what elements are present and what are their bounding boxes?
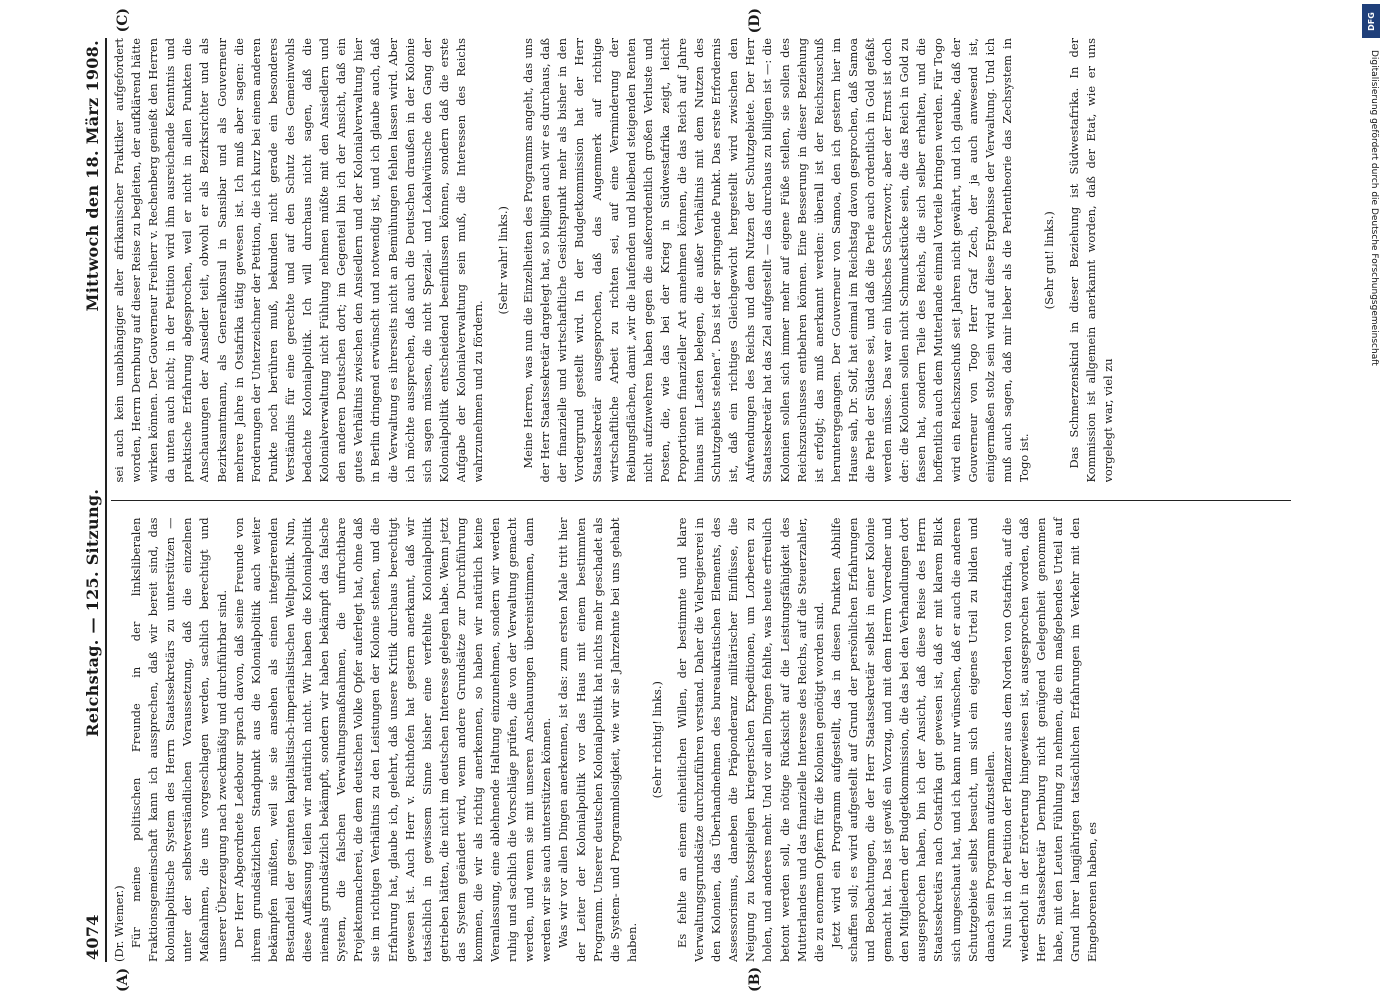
document-page [72, 8, 1312, 992]
interjection: (Sehr gut! links.) [1041, 211, 1056, 310]
paragraph: sei auch kein unabhängiger alter afrikanischer Praktiker aufgefordert worden, Herrn Dernburg auf dieser Reise zu begleiten, der aufklärend hätte wirken können. Der Gouverneur Freiherr v. Rechenberg genießt den Herren da unten auch nicht; in der Petition wird ihm ausreichende Kenntnis und praktische Erfahrung abgesprochen, weil er nicht in allen Punkten die Anschauungen der Ansiedler teilt, obwohl er als Bezirksrichter und als Bezirksamtmann, als Generalkonsul in Sansibar und als Gouverneur mehrere Jahre in Ostafrika tätig gewesen ist. Ich muß aber sagen: die Forderungen der Unterzeichner der Petition, die ich kurz bei einem anderen Punkte noch berühren muß, bekunden nicht gerade ein besonderes Verständnis für eine gerechte und auf den Schutz des Gemeinwohls bedachte Kolonialpolitik. Ich will durchaus nicht sagen, daß die Kolonialverwaltung nicht Fühlung nehmen müßte mit den Ansiedlern und den anderen Deutschen dort; im Gegenteil bin ich der Ansicht, daß ein gutes Verhältnis zwischen den Ansiedlern und der Kolonialverwaltung hier in Berlin dringend erwünscht und notwendig ist, und ich glaube auch, daß die Verwaltung es ihrerseits nicht an Bemühungen fehlen lassen wird. Aber ich möchte aussprechen, daß auch die Deutschen draußen in der Kolonie sich sagen müssen, die nicht Spezial- und Lokalwünsche den Gang der Kolonialpolitik entscheidend beeinflussen können, sondern daß die erste Aufgabe der Kolonialverwaltung sein muß, die Interessen des Reichs wahrzunehmen und zu fördern. [111, 38, 485, 483]
dfg-logo [1362, 4, 1380, 38]
paragraph: Für meine politischen Freunde in der linksliberalen Fraktionsgemeinschaft kann ich aussprechen, daß wir bereit sind, das kolonialpolitische System des Herrn Staatssekretärs zu unterstützen — unter der selbstverständlichen Voraussetzung, daß die einzelnen Maßnahmen, die uns vorgeschlagen werden, sachlich berechtigt und unserer Überzeugung nach zweckmäßig und durchführbar sind. [128, 517, 229, 962]
margin-marker-a: (A) [114, 967, 131, 992]
paragraph: Der Herr Abgeordnete Ledebour sprach davon, daß seine Freunde von ihrem grundsätzlichen Standpunkt aus die Kolonialpolitik auch weiter bekämpfen müßten, weil sie sie ansehen als einen integrierenden Bestandteil der gesamten kapitalistisch-imperialistischen Weltpolitik. Nun, diese Auffassung teilen wir natürlich nicht. Wir haben die Kolonialpolitik niemals grundsätzlich bekämpft, sondern wir haben bekämpft das falsche System, die falschen Verwaltungsmaßnahmen, die unfruchtbare Projektenmacherei, die dem deutschen Volke Opfer auferlegt hat, ohne daß sie im richtigen Verhältnis zu den Leistungen der Kolonie stehen, und die Erfahrung hat, glaube ich, gelehrt, daß unsere Kritik durchaus berechtigt gewesen ist. Auch Herr v. Richthofen hat gestern anerkannt, daß wir tatsächlich in gewissem Sinne bisher eine verfehlte Kolonialpolitik getrieben hätten, die nicht im deutschen Interesse gelegen habe. Wenn jetzt das System geändert wird, wenn andere Grundsätze zur Durchführung kommen, die wir als richtig anerkennen, so haben wir natürlich keine Veranlassung, eine ablehnende Haltung einzunehmen, sondern wir werden ruhig und sachlich die Vorschläge prüfen, die von der Verwaltung gemacht werden, und wenn sie mit unseren Anschauungen übereinstimmen, dann werden wir sie auch unterstützen können. [231, 517, 553, 962]
paragraph: Jetzt wird ein Programm aufgestellt, das in diesen Punkten Abhilfe schaffen soll; es wird aufgestellt auf Grund der persönlichen Erfahrungen und Beobachtungen, die der Herr Staatssekretär selbst in einer Kolonie gemacht hat. Das ist gewiß ein Vorzug, und mit dem Herrn Vorredner und den Mitgliedern der Budgetkommission, die das bei den Verhandlungen dort ausgesprochen haben, bin ich der Ansicht, daß diese Reise des Herrn Staatssekretärs nach Ostafrika gut gewesen ist, daß er mit klarem Blick sich umgeschaut hat, und ich kann nur wünschen, daß er auch die anderen Schutzgebiete selbst besucht, um sich ein eigenes Urteil zu bilden und danach sein Programm aufzustellen. [828, 517, 997, 962]
page-header [78, 38, 107, 962]
margin-marker-c: (C) [114, 8, 131, 33]
margin-marker-d: (D) [746, 8, 763, 34]
text-columns [107, 8, 1291, 992]
left-column [111, 501, 1291, 963]
right-column [111, 38, 1291, 483]
dfg-logo-text: DFG [1366, 11, 1376, 31]
paragraph: Was wir vor allen Dingen anerkennen, ist das: zum ersten Male tritt hier der Leiter der Kolonialpolitik vor das Haus mit einem bestimmten Programm. Unserer deutschen Kolonialpolitik hat nichts mehr geschadet als die System- und Programmlosigkeit, wie wir sie Jahrzehnte bei uns gehabt haben. [555, 517, 639, 962]
paragraph: Meine Herren, was nun die Einzelheiten des Programms angeht, das uns der Herr Staatssekretär dargelegt hat, so billigen auch wir es durchaus, daß der finanzielle und wirtschaftliche Gesichtspunkt mehr als bisher in den Vordergrund gestellt wird. In der Budgetkommission hat der Herr Staatssekretär ausgesprochen, daß das Augenmerk auf richtige wirtschaftliche Arbeit zu richten sei, auf eine Verminderung der Reibungsflächen, damit „wir die laufenden und bleibend steigenden Renten nicht aufzuwehren haben gegen die außerordentlich großen Verluste und Posten, die, wie das bei der Krieg in Südwestafrika zeigt, leicht Proportionen finanzieller Art annehmen können, die das Reich auf Jahre hinaus mit Lasten belegen, die außer Verhältnis mit dem Nutzen des Schutzgebiets stehen“. Das ist der springende Punkt. Das erste Erfordernis ist, daß ein richtiges Gleichgewicht hergestellt wird zwischen den Aufwendungen des Reichs und dem Nutzen der Schutzgebiete. Der Herr Staatssekretär hat das Ziel aufgestellt — das durchaus zu billigen ist —: die Kolonien sollen sich immer mehr auf eigene Füße stellen, sie sollen des Reichszuschusses entbehren können. Eine Besserung in dieser Beziehung ist erfolgt; das muß anerkannt werden: überall ist der Reichszuschuß heruntergegangen. Der Gouverneur von Samoa, den ich gestern hier im Hause sah, Dr. Solf, hat einmal im Reichstag davon gesprochen, daß Samoa die Perle der Südsee sei, und daß die Perle auch ordentlich in Gold gefaßt werden müsse. Das war ein hübsches Scherzwort; aber der Ernst ist doch der: die Kolonien sollen nicht Schmuckstücke sein, die das Reich in Gold zu fassen hat, sondern Teile des Reichs, die sich selber erhalten, und die hoffentlich auch dem Mutterlande einmal Vorteile bringen werden. Für Togo wird ein Reichszuschuß seit Jahren nicht gewährt, und ich glaube, daß der Gouverneur von Togo Herr Graf Zech, der ja auch anwesend ist, einigermaßen stolz sein wird auf diese Ergebnisse der Verwaltung. Und ich muß auch sagen, daß mir lieber als die Perlentheorie das Zechsystem in Togo ist. [520, 38, 1031, 483]
paragraph: Nun ist in der Petition der Pflanzer aus dem Norden von Ostafrika, auf die wiederholt in der Erörterung hingewiesen ist, ausgesprochen worden, daß Herr Staatssekretär Dernburg nicht genügend Gelegenheit genommen habe, mit den Leuten Fühlung zu nehmen, die ein maßgebendes Urteil auf Grund ihrer langjährigen tatsächlichen Erfahrungen im Verkehr mit den Eingeborenen haben, es [999, 517, 1099, 962]
paragraph: Das Schmerzenskind in dieser Beziehung ist Südwestafrika. In der Kommission ist allgemein anerkannt worden, daß der Etat, wie er uns vorgelegt war, viel zu [1066, 38, 1115, 483]
interjection: (Sehr richtig! links.) [649, 681, 664, 799]
dfg-sidebar [1360, 0, 1382, 1000]
interjection: (Sehr wahr! links.) [495, 206, 510, 315]
session-date: Mittwoch den 18. März 1908. [82, 40, 102, 312]
margin-marker-b: (B) [746, 966, 763, 992]
page-number: 4074 [82, 914, 102, 960]
speaker-note: (Dr. Wiemer.) [111, 885, 126, 962]
dfg-credit-text: Digitalisierung gefördert durch die Deutsche Forschungsgemeinschaft [1369, 50, 1379, 366]
session-title: Reichstag. — 125. Sitzung. [82, 488, 102, 737]
paragraph: Es fehlte an einem einheitlichen Willen, der bestimmte und klare Verwaltungsgrundsätze durchzuführen verstand. Daher die Vielregiererei in den Kolonien, das Überhandnehmen des bureaukratischen Elements, des Assessorismus, daneben die Präponderanz militärischer Einflüsse, die Neigung zu kostspieligen kriegerischen Expeditionen, um Lorbeeren zu holen, und anderes mehr. Und vor allen Dingen fehlte, was heute erfreulich betont werden soll, die nötige Rücksicht auf die Leistungsfähigkeit des Mutterlandes und das finanzielle Interesse des Reichs, auf die Steuerzahler, die zu enormen Opfern für die Kolonien genötigt worden sind. [674, 517, 826, 962]
